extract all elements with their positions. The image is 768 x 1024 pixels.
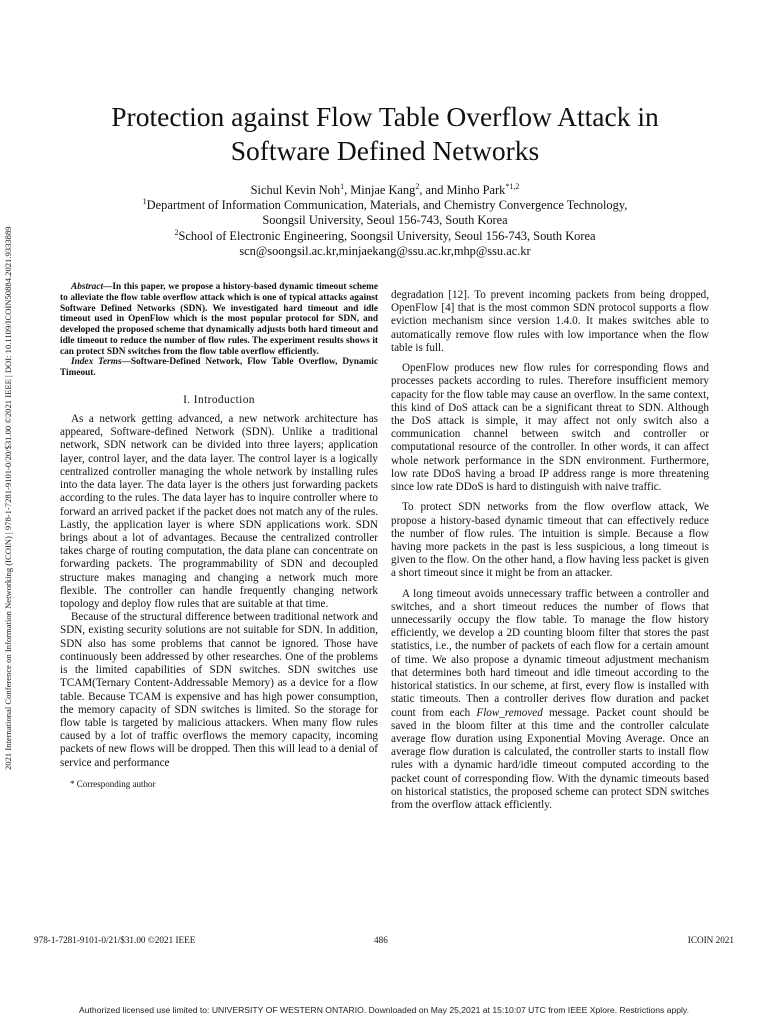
footer-conference: ICOIN 2021	[687, 935, 734, 945]
right-paragraph-2: OpenFlow produces new flow rules for corresponding flows and processes packets according to rules. Therefore insufficient memory capacity for the flow table may cause an overflow. In the same context, this kind of DoS attack can be a significant threat to SDN. Although the DoS attack is simple, it may affect not only switch also a communication channel between switch and controller or computational resource of the controller. In other words, it can affect whole network performance in the SDN environment. Furthermore, low rate DDoS having a broad IP address range is more threatening since low rate DDoS is hard to distinguish with naive traffic.	[391, 362, 709, 494]
intro-paragraph-1: As a network getting advanced, a new network architecture has appeared, Software-defined Network (SDN). Unlike a traditional network, SDN network can be divided into three layers; application layer, control layer, and the data layer. The control layer is a logically centralized controller managing the whole network by installing rules into the data layer. The data layer is the others just forwarding packets according to the rules. The data layer has to inquire controller where to forward an arrived packet if the packet does not match any of the rules. Lastly, the application layer is where SDN applications work. SDN brings about a lot of advantages. Because the centralized controller takes charge of routing computation, the data plane can concentrate on forwarding packets. The programmability of SDN and decoupled structure makes managing and changing a network much more flexible. The controller can handle frequently changing network topology and deploy flow rules that are suitable at that time.	[60, 412, 378, 611]
index-terms-label: Index Terms	[71, 357, 122, 368]
side-copyright-text: 2021 International Conference on Information Networking (ICOIN) | 978-1-7281-9101-0/20/$31.00 ©2021 IEEE | DOI: 10.1109/ICOIN50884.2021.9333889	[3, 226, 13, 770]
section-heading-introduction: I. Introduction	[183, 393, 255, 406]
footer-isbn: 978-1-7281-9101-0/21/$31.00 ©2021 IEEE	[34, 935, 196, 945]
affiliation-1-cont: Soongsil University, Seoul 156-743, South Korea	[262, 213, 508, 228]
right-paragraph-1: degradation [12]. To prevent incoming packets from being dropped, OpenFlow [4] that is the most common SDN protocol supports a flow eviction mechanism since version 1.4.0. It makes switches able to automatically remove flow rules with low importance when the flow table is full.	[391, 289, 709, 354]
side-copyright-note	[2, 210, 14, 770]
license-notice: Authorized licensed use limited to: UNIVERSITY OF WESTERN ONTARIO. Downloaded on May 25,2021 at 15:10:07 UTC from IEEE Xplore. Restrictions apply.	[79, 1005, 689, 1015]
title-line-1: Protection against Flow Table Overflow Attack in	[111, 101, 659, 132]
right-column	[391, 289, 709, 812]
affiliation-1: $^1$Department of Information Communication, Materials, and Chemistry Convergence Technology,	[142, 197, 628, 213]
paper-title	[60, 100, 710, 168]
flow-removed-term: Flow_removed	[476, 706, 543, 719]
index-terms-text: —Software-Defined Network, Flow Table Overflow, Dynamic Timeout.	[60, 357, 378, 378]
author-names: Sichul Kevin Noh$^1$, Minjae Kang$^2$, and Minho Park$^{*1,2}$	[250, 181, 520, 197]
page-number: 486	[374, 935, 388, 945]
abstract-label: Abstract	[71, 282, 104, 292]
author-block	[60, 183, 710, 259]
intro-paragraph-2: Because of the structural difference between traditional network and SDN, existing security solutions are not suitable for SDN. In addition, SDN also has some problems that cannot be ignored. Those have continuously been addressed by other researches. One of the problems is the limited capabilities of SDN switches. SDN switches use TCAM(Ternary Content-Addressable Memory) as a device for a flow table. Because TCAM is expensive and has high power consumption, the memory capacity of SDN switches is limited. So the storage for flow table is targeted by malicious attackers. When many flow rules caused by a lot of traffic overflows the memory capacity, incoming packets of new flows will be dropped. Then this will lead to a denial of service and performance	[60, 611, 378, 769]
footnote: * Corresponding author	[70, 778, 156, 789]
right-paragraph-4: A long timeout avoids unnecessary traffic between a controller and switches, and a short timeout reduces the number of flows that unnecessarily occupy the flow table. To manage the flow history efficiently, we develop a 2D counting bloom filter that stores the past statistics, i.e., the number of packets of each flow for a certain amount of time. We also propose a dynamic timeout adjustment mechanism that determines both hard timeout and idle timeout according to the historical statistics. In our scheme, at first, every flow is installed with static timeouts. Then a controller derives flow duration and packet count from each Flow_removed message. Packet count should be saved in the bloom filter at this time and the controller calculate average flow duration using Exponential Moving Average. Once an average flow duration is calculated, the controller starts to install flow rules with a dynamic hard/idle timeout computed according to the packet count of corresponding flow. With the dynamic timeouts based on historical statistics, the proposed scheme can protect SDN switches from the overflow attack efficiently.	[391, 587, 709, 812]
affiliation-2: $^2$School of Electronic Engineering, Soongsil University, Seoul 156-743, South Korea	[174, 227, 596, 243]
right-paragraph-3: To protect SDN networks from the flow overflow attack, We propose a history-based dynamic timeout that can effectively reduce the number of flow rules. The intuition is simple. Because a flow having more packets in the past is less suspicious, a long timeout is given to the flow. On the other hand, a flow having less packet is given a short timeout since it might be from an attacker.	[391, 501, 709, 580]
abstract-text: —In this paper, we propose a history-based dynamic timeout scheme to alleviate the flow table overflow attack which is one of typical attacks against Software Defined Networks (SDN). We investigated hard timeout and idle timeout used in OpenFlow which is the most popular protocol for SDN, and developed the proposed scheme that dynamically adjusts both hard timeout and idle timeout to reduce the number of flow rules. The experiment results shows it can protect SDN switches from the flow table overflow efficiently.	[60, 282, 378, 357]
abstract	[60, 282, 378, 379]
author-emails: scn@soongsil.ac.kr,minjaekang@ssu.ac.kr,mhp@ssu.ac.kr	[239, 243, 531, 258]
page-footer	[34, 935, 734, 949]
title-line-2: Software Defined Networks	[230, 135, 540, 166]
left-column	[60, 282, 378, 791]
